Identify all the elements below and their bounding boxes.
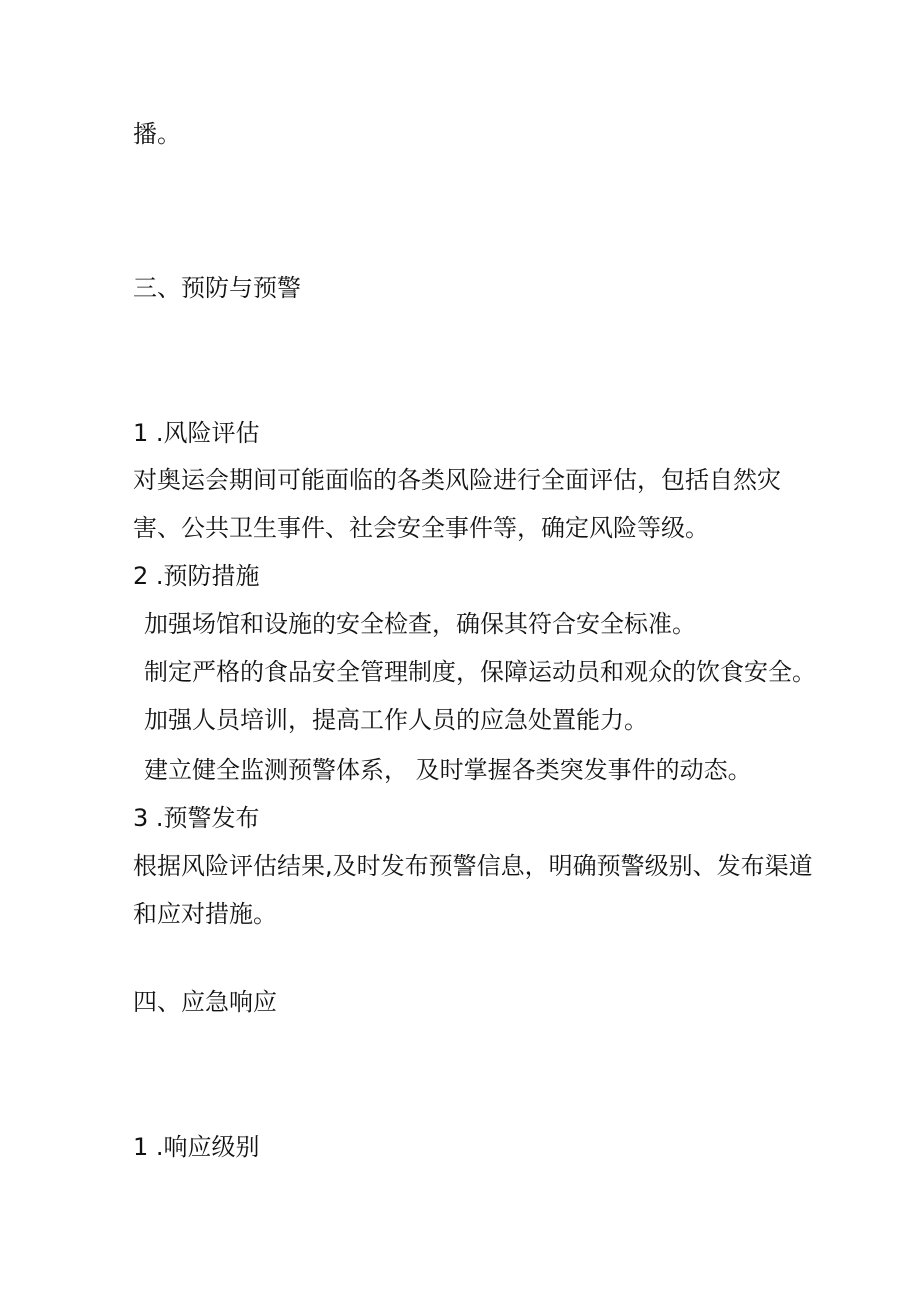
list-item: 建立健全监测预警体系， 及时掌握各类突发事件的动态。 (144, 756, 752, 784)
subheading-prevention-measures: 2 .预防措施 (133, 562, 260, 590)
paragraph-line: 害、公共卫生事件、社会安全事件等，确定风险等级。 (133, 514, 709, 542)
paragraph-continuation: 播。 (133, 120, 181, 148)
subheading-response-level: 1 .响应级别 (133, 1133, 260, 1161)
subheading-warning-release: 3 .预警发布 (133, 804, 260, 832)
paragraph-line: 对奥运会期间可能面临的各类风险进行全面评估，包括自然灾 (133, 466, 781, 494)
paragraph-line: 根据风险评估结果,及时发布预警信息，明确预警级别、发布渠道 (133, 852, 813, 880)
section-heading-emergency-response: 四、应急响应 (133, 988, 277, 1016)
paragraph-line: 和应对措施。 (133, 900, 277, 928)
section-heading-prevention-warning: 三、预防与预警 (133, 274, 301, 302)
list-item: 加强人员培训，提高工作人员的应急处置能力。 (144, 706, 648, 734)
list-item: 制定严格的食品安全管理制度，保障运动员和观众的饮食安全。 (144, 658, 816, 686)
subheading-risk-assessment: 1 .风险评估 (133, 419, 260, 447)
list-item: 加强场馆和设施的安全检查，确保其符合安全标准。 (144, 610, 696, 638)
